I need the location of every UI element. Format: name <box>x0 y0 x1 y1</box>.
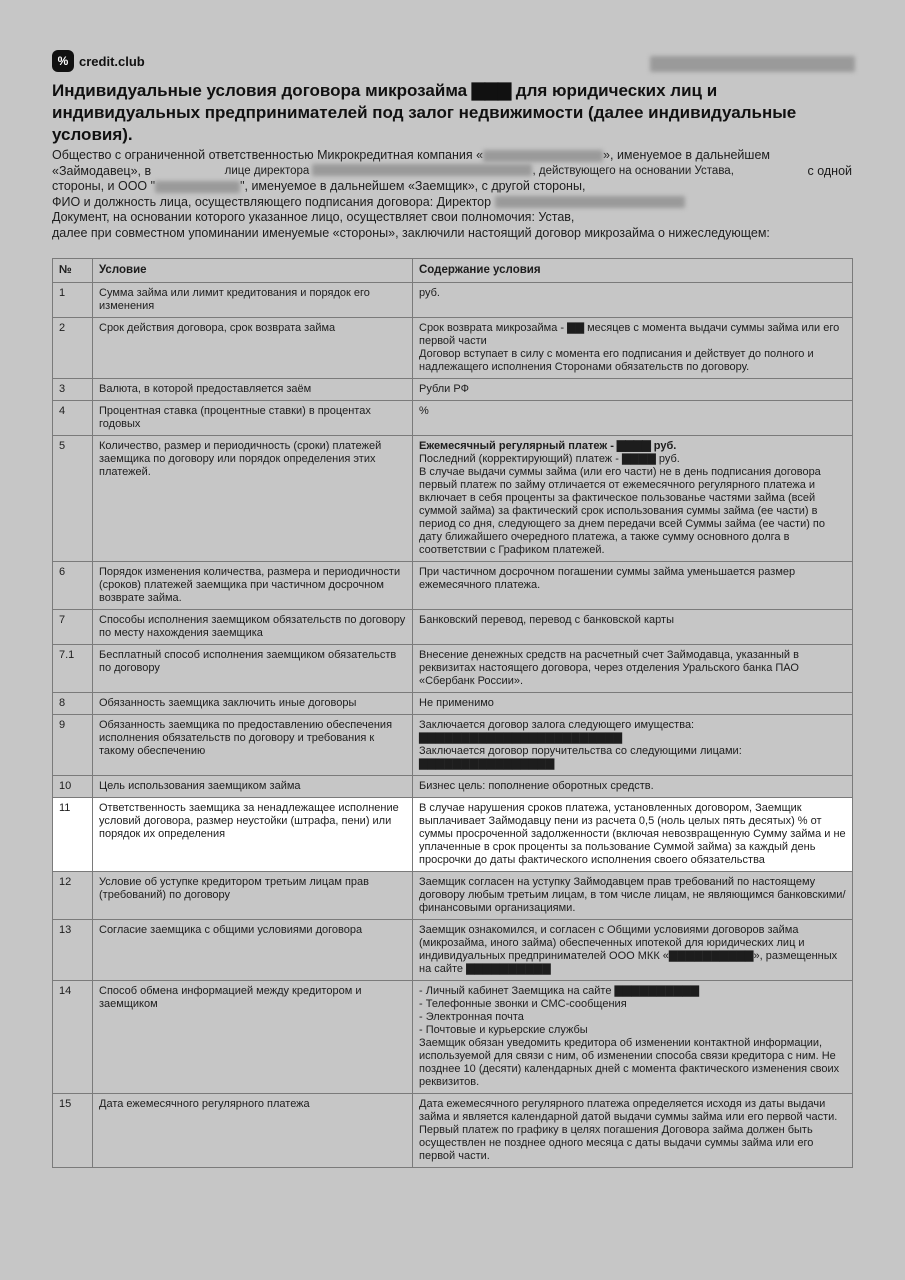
table-row <box>53 318 853 379</box>
row-content-line: Заемщик согласен на уступку Займодавцем прав требований по настоящему договору любым третьим лицам, в том числе лицам, не являющимся банковскими/финансовыми организациями. <box>419 876 846 914</box>
row-content-line: Рубли РФ <box>419 383 469 395</box>
row-content-line: Не применимо <box>419 697 494 709</box>
row-content-line: Внесение денежных средств на расчетный счет Займодавца, указанный в реквизитах настоящего договора, через отделения Уральского банка ПАО «Сбербанк России». <box>419 649 799 687</box>
conditions-table <box>52 258 853 1168</box>
row-content-line: При частичном досрочном погашении суммы займа уменьшается размер ежемесячного платежа. <box>419 566 796 591</box>
row-content-line: - Личный кабинет Заемщика на сайте ▇▇▇▇▇▇▇▇▇▇ <box>419 985 700 997</box>
intro-line-1: Общество с ограниченной ответственностью Микрокредитная компания « », именуемое в дальнейшем <box>52 148 770 162</box>
row-number: 13 <box>53 920 93 981</box>
row-content-line: Ежемесячный регулярный платеж - ▇▇▇▇ руб. <box>419 440 677 452</box>
row-content <box>413 693 853 715</box>
row-content-line: Заключается договор поручительства со следующими лицами: <box>419 745 742 757</box>
row-number: 2 <box>53 318 93 379</box>
intro-line-6: далее при совместном упоминании именуемые «стороны», заключили настоящий договор микрозайма о нижеследующем: <box>52 225 770 240</box>
row-number: 15 <box>53 1094 93 1168</box>
row-number: 12 <box>53 872 93 920</box>
table-header-row <box>53 259 853 283</box>
brand-logo <box>52 50 145 72</box>
redacted-director-name <box>312 164 532 176</box>
row-number: 11 <box>53 798 93 872</box>
row-content <box>413 645 853 693</box>
redacted-signatory <box>495 196 685 208</box>
row-content <box>413 776 853 798</box>
row-content <box>413 872 853 920</box>
row-condition: Количество, размер и периодичность (сроки) платежей заемщика по договору или порядок определения этих платежей. <box>93 436 413 562</box>
intro-line-2: «Займодавец», в лице директора , действующего на основании Устава, с одной <box>52 163 852 178</box>
row-content-line: Дата ежемесячного регулярного платежа определяется исходя из даты выдачи займа и является календарной датой выдачи суммы займа или его первой части. Первый платеж по графику в целях погашения Договора займа должен быть осуществлен не позднее одного месяца с даты выдачи суммы займа или его первой части. <box>419 1098 838 1162</box>
row-condition: Цель использования заемщиком займа <box>93 776 413 798</box>
table-row <box>53 436 853 562</box>
row-content-line: - Телефонные звонки и СМС-сообщения <box>419 998 627 1010</box>
intro-line-5: Документ, на основании которого указанное лицо, осуществляет свои полномочия: Устав, <box>52 210 575 224</box>
row-number: 5 <box>53 436 93 562</box>
intro-paragraph <box>52 148 852 241</box>
row-content-line: Бизнес цель: пополнение оборотных средств. <box>419 780 654 792</box>
row-content-line: Банковский перевод, перевод с банковской карты <box>419 614 674 626</box>
row-content <box>413 715 853 776</box>
row-condition: Валюта, в которой предоставляется заём <box>93 379 413 401</box>
percent-logo-icon: % <box>52 50 74 72</box>
row-content <box>413 920 853 981</box>
row-condition: Ответственность заемщика за ненадлежащее исполнение условий договора, размер неустойки (штрафа, пени) или порядок их определения <box>93 798 413 872</box>
row-content <box>413 798 853 872</box>
table-row <box>53 401 853 436</box>
col-header-content: Содержание условия <box>413 259 853 283</box>
row-number: 3 <box>53 379 93 401</box>
table-row <box>53 1094 853 1168</box>
row-content <box>413 610 853 645</box>
table-row <box>53 610 853 645</box>
row-number: 7 <box>53 610 93 645</box>
table-row <box>53 283 853 318</box>
row-content-line: Заемщик обязан уведомить кредитора об изменении контактной информации, используемой для связи с ним, об изменении способа связи кредитора с ним. Не позднее 10 (десяти) календарных дней с момента фактического изменения своих реквизитов. <box>419 1037 840 1088</box>
row-content-line: В случае выдачи суммы займа (или его части) не в день подписания договора первый платеж по займу отличается от ежемесячного регулярного платежа и включает в себя проценты за фактическое пользованье частями займа (всей суммой займа) за фактический срок использования суммы займа (ее части) в период со дня, следующего за днем передачи всей Суммы займа (ее части) по дату ближайшего очередного платежа, а также сумму основного долга в соответствии с Графиком платежей. <box>419 466 826 556</box>
row-condition: Порядок изменения количества, размера и периодичности (сроков) платежей заемщика при частичном досрочном возврате займа. <box>93 562 413 610</box>
row-content-line: Заемщик ознакомился, и согласен с Общими условиями договоров займа (микрозайма, иного займа) обеспеченных ипотекой для юридических лиц и индивидуальных предпринимателей ООО МКК «▇▇▇▇▇▇▇▇▇▇», размещенных на сайте ▇▇▇▇▇▇▇▇▇▇ <box>419 924 838 975</box>
row-content-line: Срок возврата микрозайма - ▇▇ месяцев с момента выдачи суммы займа или его первой части <box>419 322 840 347</box>
row-number: 14 <box>53 981 93 1094</box>
redacted-borrower-name <box>155 181 240 193</box>
row-number: 8 <box>53 693 93 715</box>
row-condition: Бесплатный способ исполнения заемщиком обязательств по договору <box>93 645 413 693</box>
redacted-header-text <box>650 56 855 72</box>
row-condition: Срок действия договора, срок возврата займа <box>93 318 413 379</box>
table-row <box>53 379 853 401</box>
row-number: 4 <box>53 401 93 436</box>
row-number: 1 <box>53 283 93 318</box>
row-number: 10 <box>53 776 93 798</box>
conditions-table-body <box>53 283 853 1168</box>
row-condition: Процентная ставка (процентные ставки) в процентах годовых <box>93 401 413 436</box>
row-condition: Способы исполнения заемщиком обязательств по договору по месту нахождения заемщика <box>93 610 413 645</box>
row-content-line: Договор вступает в силу с момента его подписания и действует до полного и надлежащего исполнения Сторонами обязательств по договору. <box>419 348 814 373</box>
row-condition: Условие об уступке кредитором третьим лицам прав (требований) по договору <box>93 872 413 920</box>
row-content-line: ▇▇▇▇▇▇▇▇▇▇▇▇▇▇▇▇ <box>419 758 555 770</box>
brand-name: credit.club <box>79 53 145 69</box>
row-content-line: Последний (корректирующий) платеж - ▇▇▇▇ руб. <box>419 453 680 465</box>
row-number: 6 <box>53 562 93 610</box>
table-row <box>53 872 853 920</box>
row-content <box>413 283 853 318</box>
row-condition: Обязанность заемщика по предоставлению обеспечения исполнения обязательств по договору и требования к такому обеспечению <box>93 715 413 776</box>
row-number: 9 <box>53 715 93 776</box>
intro-line-4: ФИО и должность лица, осуществляющего подписания договора: Директор <box>52 195 852 211</box>
table-row <box>53 715 853 776</box>
row-content <box>413 436 853 562</box>
row-content <box>413 379 853 401</box>
row-number: 7.1 <box>53 645 93 693</box>
row-content <box>413 981 853 1094</box>
row-content-line: - Электронная почта <box>419 1011 524 1023</box>
table-row <box>53 920 853 981</box>
row-content-line: В случае нарушения сроков платежа, установленных договором, Заемщик выплачивает Займодавцу пени из расчета 0,5 (ноль целых пять десятых) % от суммы просроченной задолженности (включая невозвращенную Сумму займа и не уплаченные в срок проценты за пользование Суммой займа) за каждый день просрочки до даты фактического исполнения своего обязательства <box>419 802 846 866</box>
row-content <box>413 318 853 379</box>
row-content-line: Заключается договор залога следующего имущества: <box>419 719 695 731</box>
table-row <box>53 798 853 872</box>
table-row <box>53 562 853 610</box>
row-content <box>413 401 853 436</box>
redacted-company-name <box>483 150 603 162</box>
col-header-num: № <box>53 259 93 283</box>
row-content-line: ▇▇▇▇▇▇▇▇▇▇▇▇▇▇▇▇▇▇▇▇▇▇▇▇ <box>419 732 623 744</box>
row-condition: Сумма займа или лимит кредитования и порядок его изменения <box>93 283 413 318</box>
table-row <box>53 776 853 798</box>
row-content-line: - Почтовые и курьерские службы <box>419 1024 588 1036</box>
row-condition: Дата ежемесячного регулярного платежа <box>93 1094 413 1168</box>
table-row <box>53 981 853 1094</box>
col-header-condition: Условие <box>93 259 413 283</box>
row-condition: Обязанность заемщика заключить иные договоры <box>93 693 413 715</box>
intro-line-3: стороны, и ООО " ", именуемое в дальнейшем «Заемщик», с другой стороны, <box>52 179 586 193</box>
row-condition: Способ обмена информацией между кредитором и заемщиком <box>93 981 413 1094</box>
row-content <box>413 1094 853 1168</box>
row-content-line: руб. <box>419 287 440 299</box>
table-row <box>53 693 853 715</box>
row-content-line: % <box>419 405 429 417</box>
row-condition: Согласие заемщика с общими условиями договора <box>93 920 413 981</box>
row-content <box>413 562 853 610</box>
table-row <box>53 645 853 693</box>
document-title: Индивидуальные условия договора микрозайма ▇▇▇ для юридических лиц и индивидуальных предпринимателей под залог недвижимости (далее индивидуальные условия). <box>52 81 797 144</box>
